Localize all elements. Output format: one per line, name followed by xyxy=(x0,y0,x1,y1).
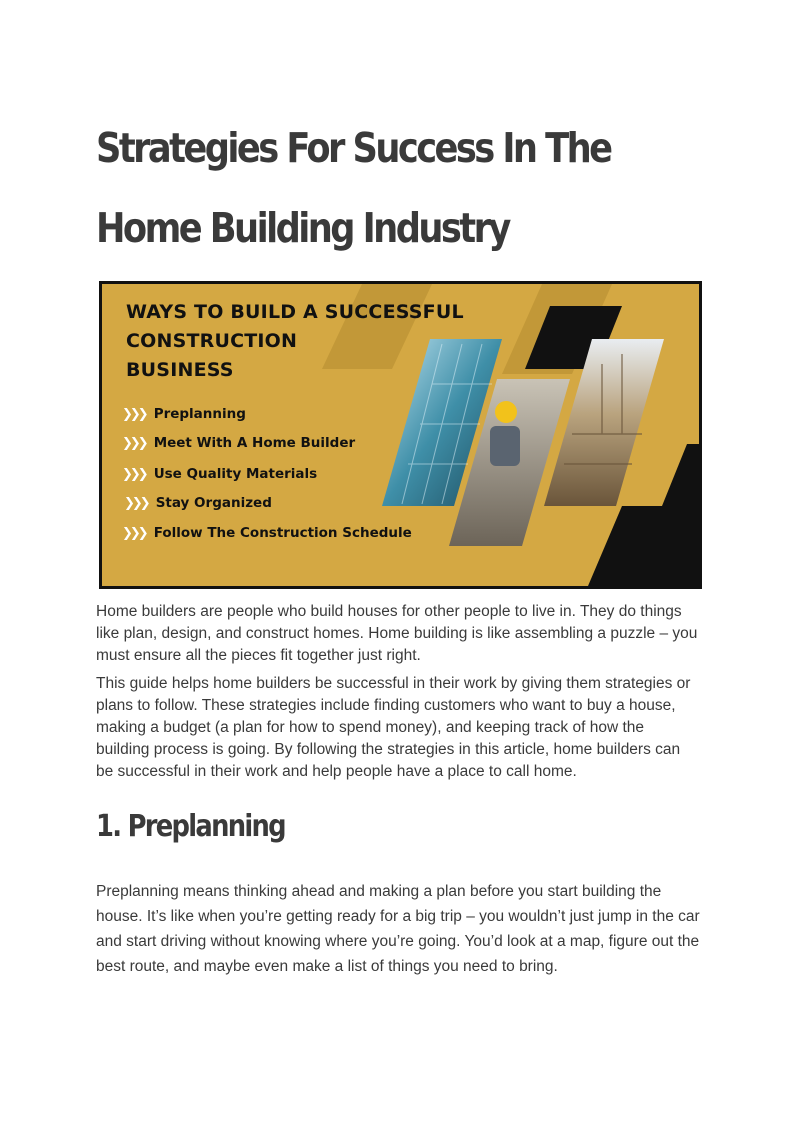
banner-list-item xyxy=(122,466,317,482)
hard-hat xyxy=(495,401,517,423)
banner-list-item xyxy=(122,406,246,422)
banner-list-item-label: Follow The Construction Schedule xyxy=(153,525,412,541)
banner-list-item xyxy=(122,435,355,451)
banner-heading-line: WAYS TO BUILD A SUCCESSFUL xyxy=(126,301,464,323)
banner-list-item xyxy=(122,525,412,541)
banner-list-item-label: Stay Organized xyxy=(155,495,272,511)
intro-paragraph-2: This guide helps home builders be successful in their work by giving them strategies or plans to follow. These strategies include finding customers who want to buy a house, making a budget (a plan for how to spend money), and keeping track of how the building process is going. By following the strategies in this article, home builders can be successful in their work and help people have a place to call home. xyxy=(96,675,691,780)
banner-dark-accent-right xyxy=(662,444,699,506)
worker-body xyxy=(490,426,520,466)
banner-dark-accent-bottom xyxy=(588,506,699,586)
article-title-line-1: Strategies For Success In The xyxy=(96,124,611,172)
article-title xyxy=(96,108,629,268)
banner-list-item-label: Preplanning xyxy=(153,406,246,422)
banner-heading-line: CONSTRUCTION xyxy=(126,330,298,352)
banner-list-item-label: Meet With A Home Builder xyxy=(153,435,356,451)
chevron-right-icon: ❯❯❯ xyxy=(122,407,146,422)
chevron-right-icon: ❯❯❯ xyxy=(124,496,148,511)
section-heading-preplanning: 1. Preplanning xyxy=(96,809,285,844)
intro-paragraph-1: Home builders are people who build houses for other people to live in. They do things like plan, design, and construct homes. Home building is like assembling a puzzle – you must ensure all the pieces fit together just right. xyxy=(96,603,698,664)
article-title-line-2: Home Building Industry xyxy=(96,204,509,252)
chevron-right-icon: ❯❯❯ xyxy=(122,467,146,482)
article-banner-image xyxy=(99,281,702,589)
banner-list-item-label: Use Quality Materials xyxy=(153,466,318,482)
banner-heading-line: BUSINESS xyxy=(126,359,234,381)
chevron-right-icon: ❯❯❯ xyxy=(122,526,146,541)
chevron-right-icon: ❯❯❯ xyxy=(122,436,146,451)
preplanning-paragraph: Preplanning means thinking ahead and making a plan before you start building the house. It’s like when you’re getting ready for a big trip – you wouldn’t just jump in the car and start driving without knowing where you’re going. You’d look at a map, figure out the best route, and maybe even make a list of things you need to bring. xyxy=(96,883,700,975)
banner-heading xyxy=(126,298,546,385)
banner-list-item xyxy=(124,495,272,511)
